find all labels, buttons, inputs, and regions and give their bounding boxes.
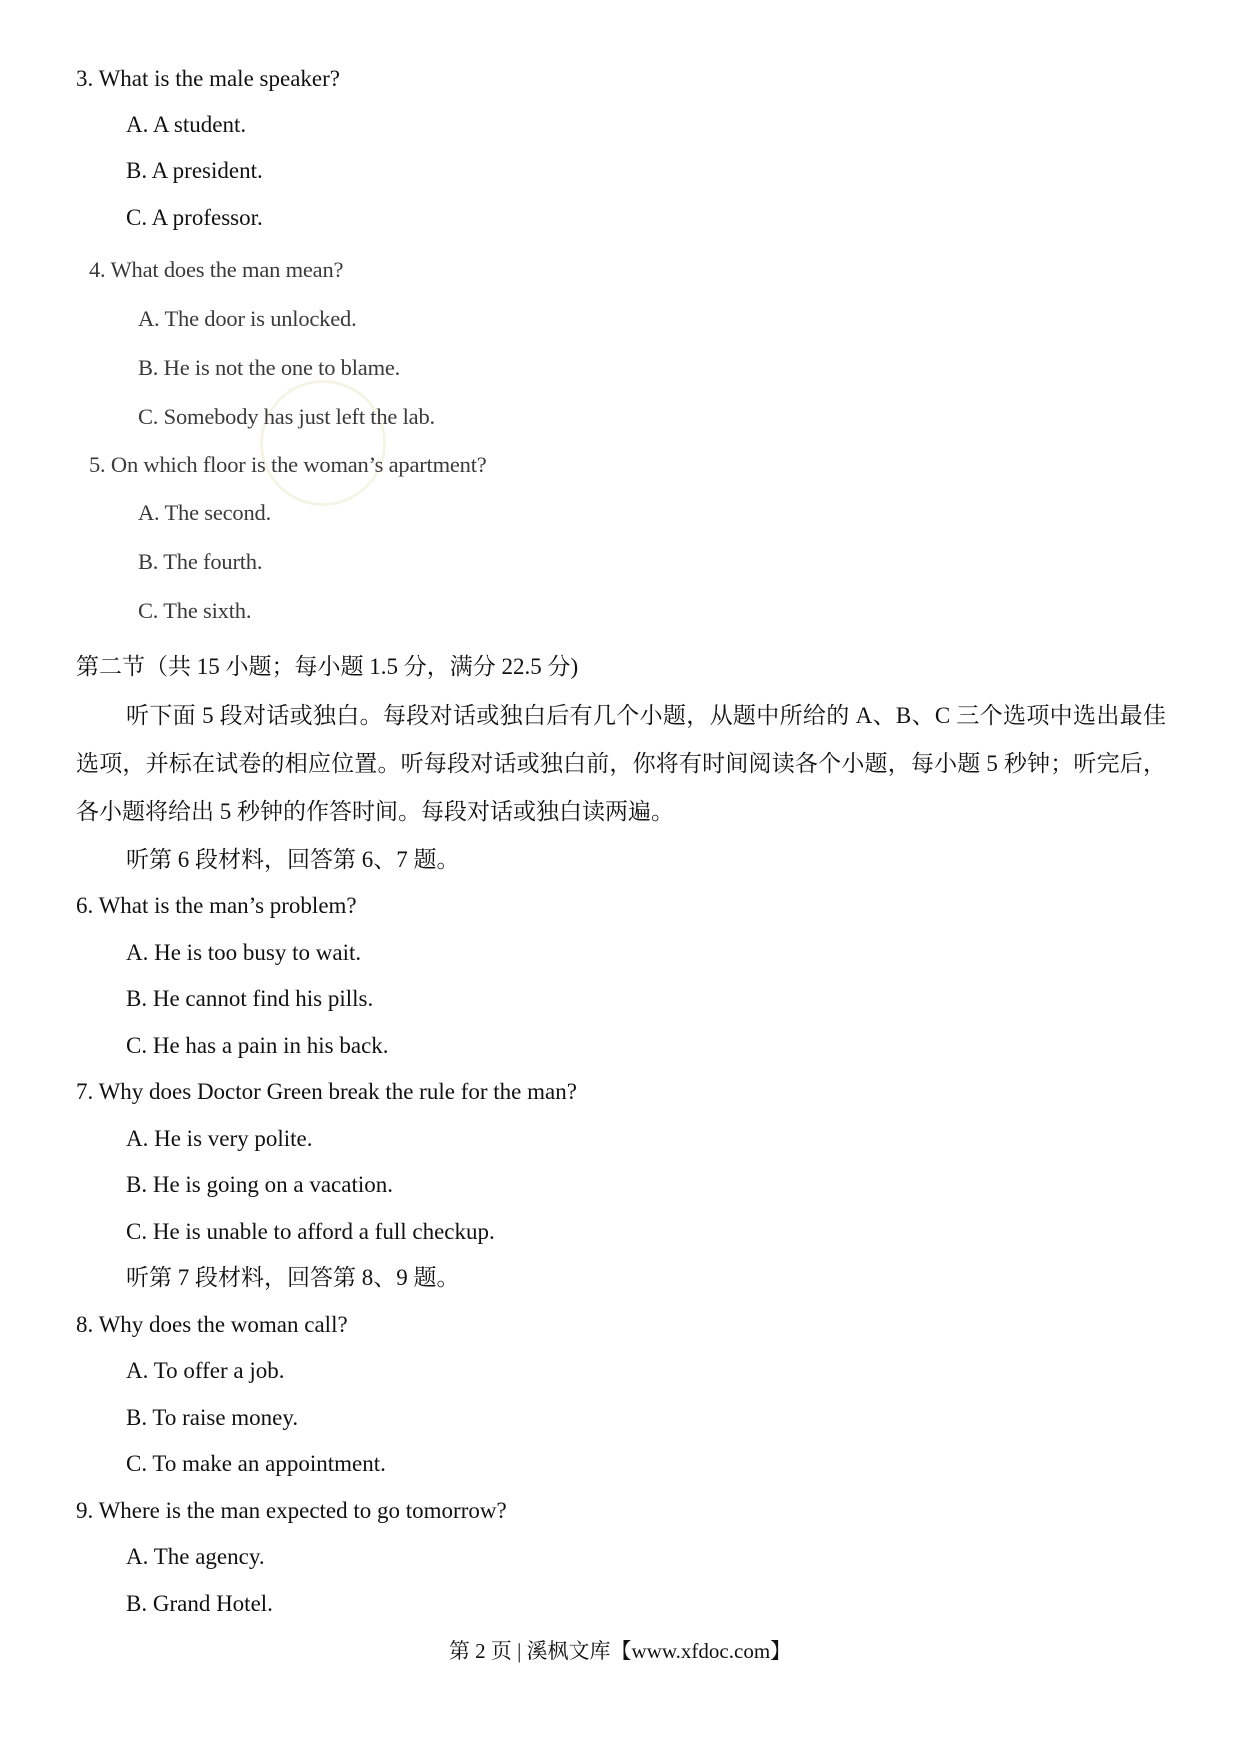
question-9-option-b: B. Grand Hotel. <box>126 1591 273 1616</box>
question-7-option-b: B. He is going on a vacation. <box>126 1172 394 1197</box>
section-2-heading: 第二节（共 15 小题；每小题 1.5 分，满分 22.5 分) <box>76 654 579 679</box>
question-6-option-b: B. He cannot find his pills. <box>126 986 374 1011</box>
question-6-stem: 6. What is the man’s problem? <box>76 893 357 918</box>
question-4-stem: 4. What does the man mean? <box>89 257 344 282</box>
question-8-option-a: A. To offer a job. <box>126 1358 285 1383</box>
material-6-note: 听第 6 段材料，回答第 6、7 题。 <box>126 847 460 872</box>
question-3-option-a: A. A student. <box>126 112 247 137</box>
page-footer: 第 2 页 | 溪枫文库【www.xfdoc.com】 <box>448 1639 792 1663</box>
question-7-option-a: A. He is very polite. <box>126 1126 313 1151</box>
question-4-option-a: A. The door is unlocked. <box>138 306 357 331</box>
material-7-note: 听第 7 段材料，回答第 8、9 题。 <box>126 1265 460 1290</box>
question-7-option-c: C. He is unable to afford a full checkup. <box>126 1219 495 1244</box>
section-2-instructions: 听下面 5 段对话或独白。每段对话或独白后有几个小题，从题中所给的 A、B、C 三个选项中选出最佳选项，并标在试卷的相应位置。听每段对话或独白前，你将有时间阅读各个小题，每小题 5 秒钟；听完后，各小题将给出 5 秒钟的作答时间。每段对话或独白读两遍。 <box>76 703 1166 824</box>
question-8-stem: 8. Why does the woman call? <box>76 1312 348 1337</box>
question-7-stem: 7. Why does Doctor Green break the rule for the man? <box>76 1079 577 1104</box>
question-5-stem: 5. On which floor is the woman’s apartment? <box>89 452 487 477</box>
question-6-option-a: A. He is too busy to wait. <box>126 940 362 965</box>
watermark-seal <box>260 380 386 506</box>
question-9-option-a: A. The agency. <box>126 1544 265 1569</box>
question-5-option-b: B. The fourth. <box>138 549 263 574</box>
question-8-option-c: C. To make an appointment. <box>126 1451 386 1476</box>
question-5-option-a: A. The second. <box>138 500 272 525</box>
question-4-option-c: C. Somebody has just left the lab. <box>138 404 435 429</box>
question-3-option-c: C. A professor. <box>126 205 263 230</box>
question-3-stem: 3. What is the male speaker? <box>76 66 340 91</box>
question-3-option-b: B. A president. <box>126 158 263 183</box>
question-5-option-c: C. The sixth. <box>138 598 252 623</box>
question-8-option-b: B. To raise money. <box>126 1405 299 1430</box>
question-4-option-b: B. He is not the one to blame. <box>138 355 401 380</box>
question-9-stem: 9. Where is the man expected to go tomorrow? <box>76 1498 507 1523</box>
question-6-option-c: C. He has a pain in his back. <box>126 1033 389 1058</box>
